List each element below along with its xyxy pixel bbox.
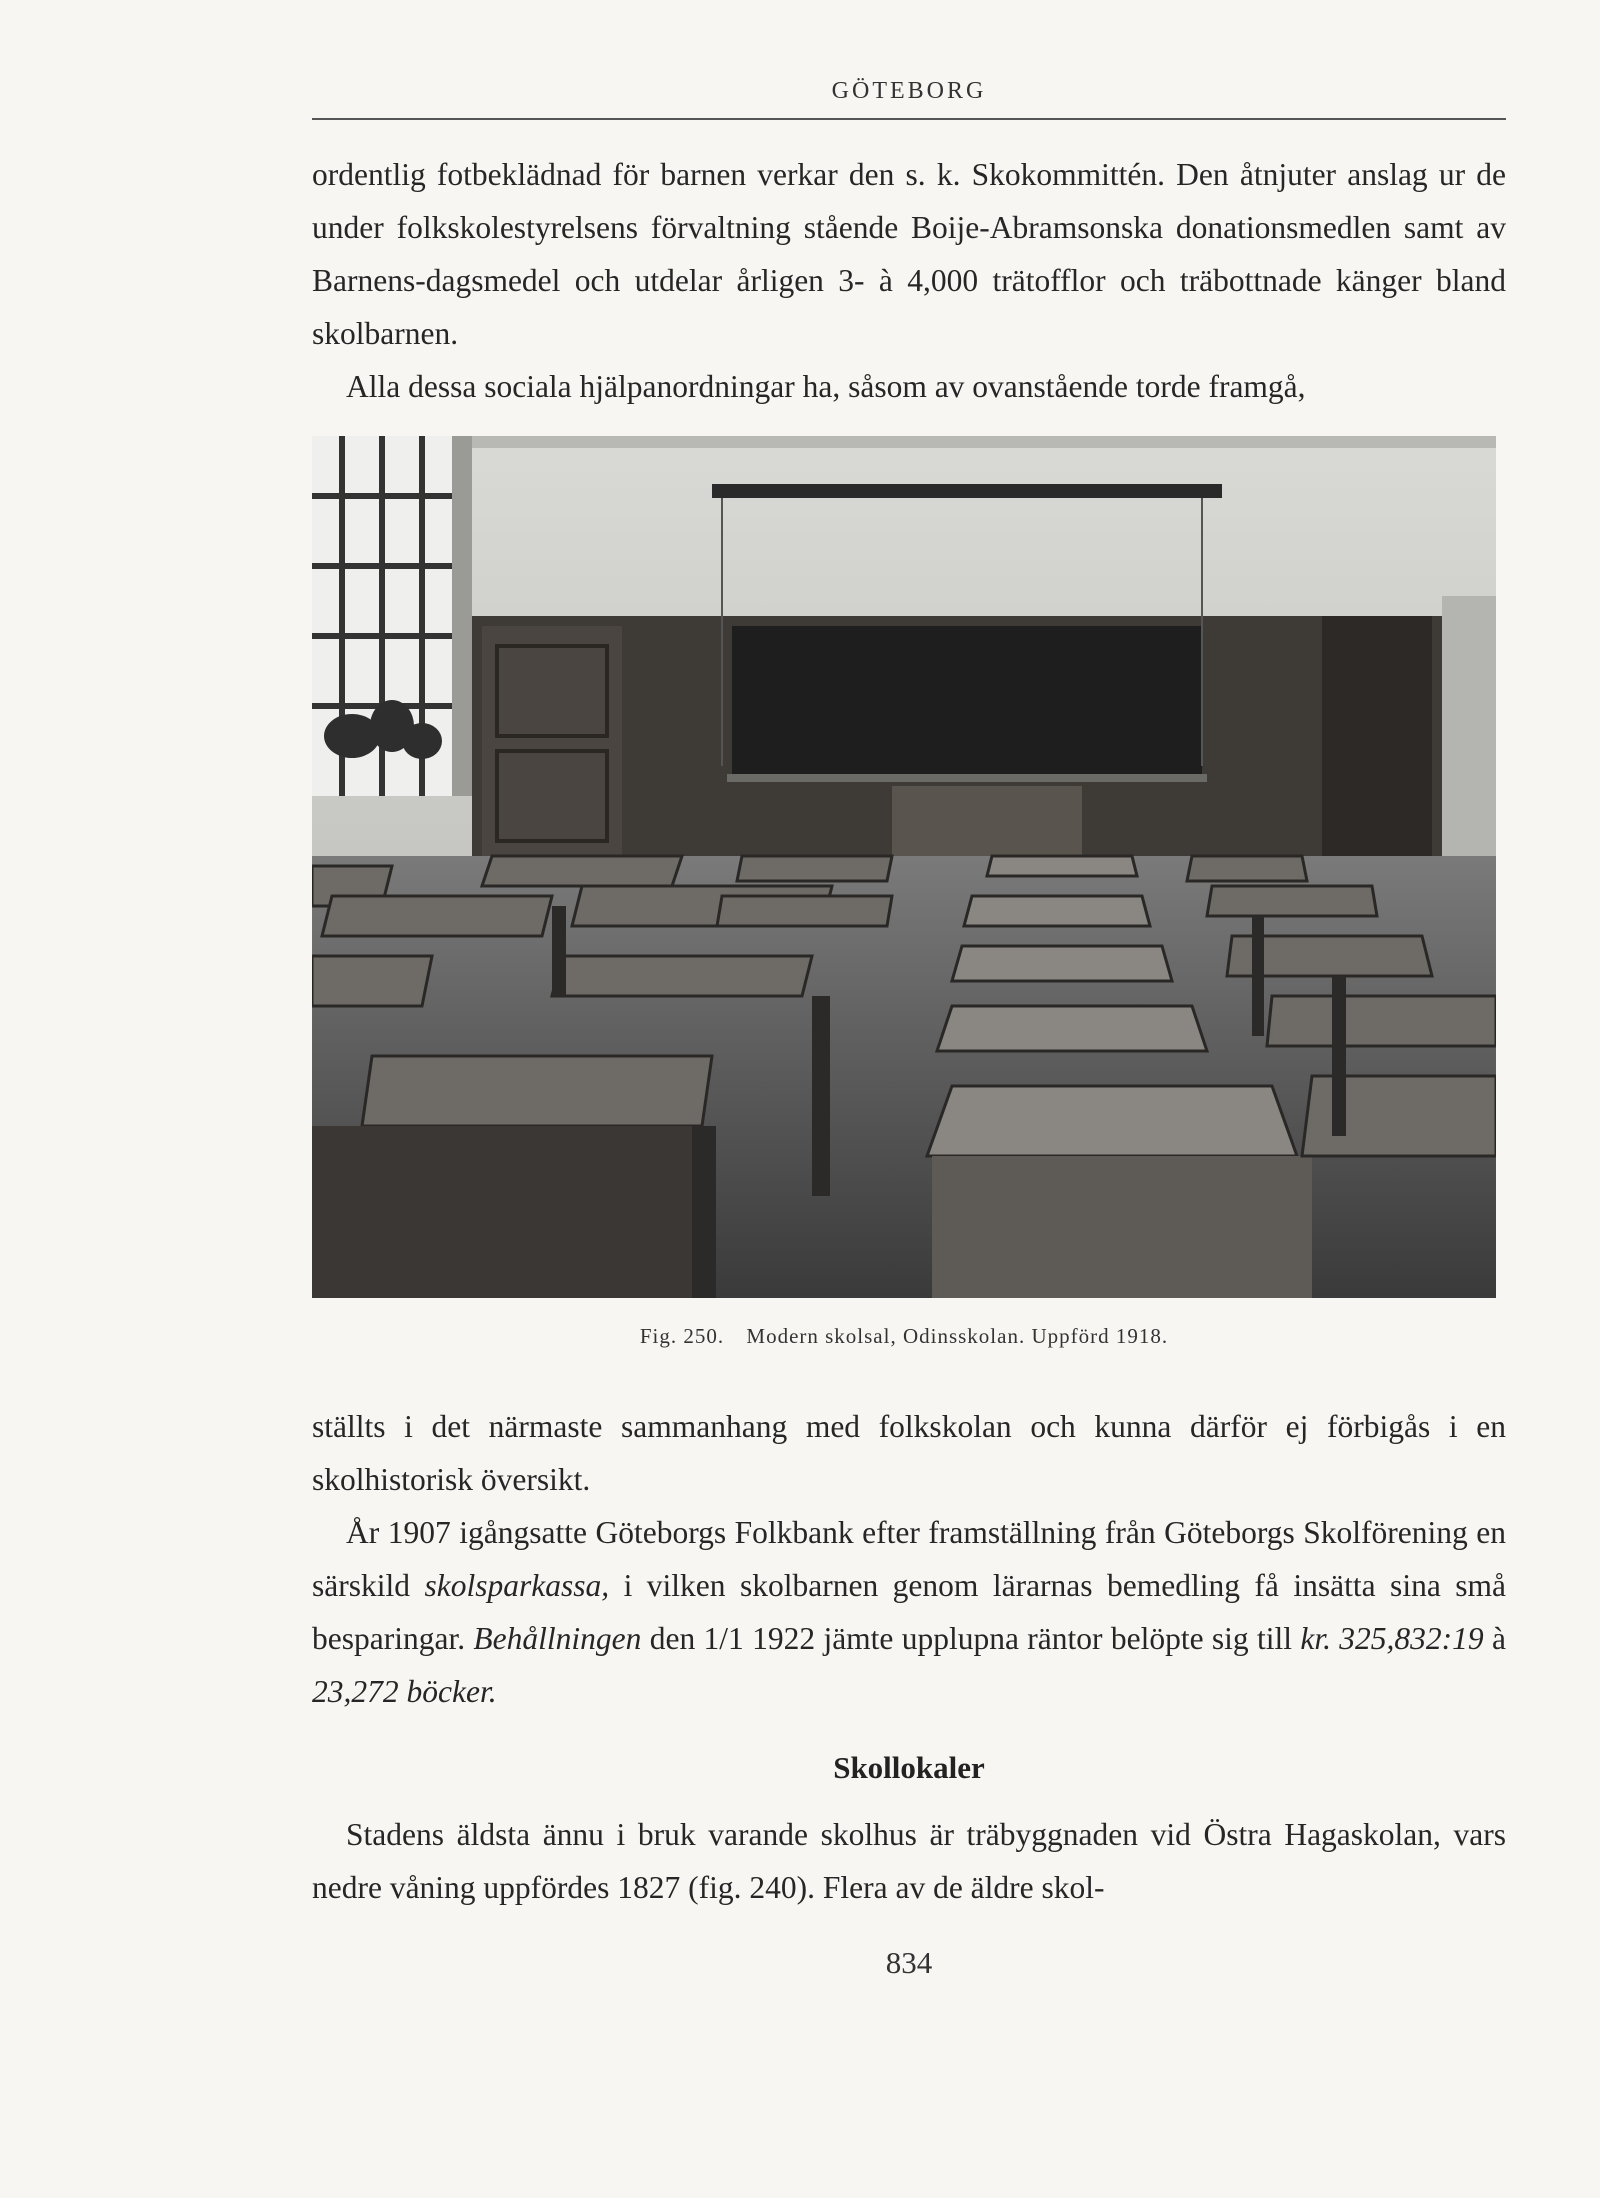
paragraph-social-aid: Alla dessa sociala hjälpanordningar ha, såsom av ovanstående torde framgå,	[346, 369, 1306, 404]
running-head: GÖTEBORG	[831, 78, 987, 104]
top-text-block	[312, 148, 1506, 413]
text-run: à	[1483, 1621, 1506, 1656]
final-text-block	[312, 1808, 1506, 1914]
italic-run: 23,272 böcker.	[312, 1674, 497, 1709]
text-run: den 1/1 1922 jämte upplupna räntor belöpte sig till	[641, 1621, 1301, 1656]
classroom-photo-illustration	[312, 436, 1496, 1298]
paragraph-skolsparkassa	[312, 1506, 1506, 1718]
figure-caption-label: Fig. 250.	[639, 1324, 725, 1348]
paragraph-skolhus: Stadens äldsta ännu i bruk varande skolhus är träbyggnaden vid Östra Hagaskolan, vars nedre våning uppfördes 1827 (fig. 240). Flera av de äldre skol-	[312, 1817, 1506, 1905]
bottom-text-block	[312, 1400, 1506, 1718]
paragraph-skokommitten: ordentlig fotbeklädnad för barnen verkar den s. k. Skokommittén. Den åtnjuter anslag ur de under folkskolestyrelsens förvaltning stående Boije-Abramsonska donationsmedlen samt av Barnens-dagsmedel och utdelar årligen 3- à 4,000 trätofflor och träbottnade känger bland skolbarnen.	[312, 157, 1506, 351]
text-run: År 1907 igångsatte Göteborgs Folkbank efter framställning från Göteborgs Skolförening en särskild	[312, 1515, 1506, 1603]
italic-run: Behållningen	[473, 1621, 642, 1656]
header-rule	[312, 118, 1506, 120]
section-heading: Skollokaler	[833, 1750, 985, 1785]
paragraph-continuation: ställts i det närmaste sammanhang med folkskolan och kunna därför ej förbigås i en skolhistorisk översikt.	[312, 1409, 1506, 1497]
figure-caption-text: Modern skolsal, Odinsskolan. Uppförd 1918.	[746, 1324, 1169, 1348]
classroom-photo	[312, 436, 1496, 1298]
italic-run: kr. 325,832:19	[1300, 1621, 1484, 1656]
italic-run: skolsparkassa,	[424, 1568, 610, 1603]
figure-caption	[312, 1324, 1496, 1349]
page-number: 834	[885, 1945, 933, 1980]
text-run: i vilken skolbarnen genom lärarnas bemedling få insätta sina små besparingar.	[312, 1568, 1507, 1656]
